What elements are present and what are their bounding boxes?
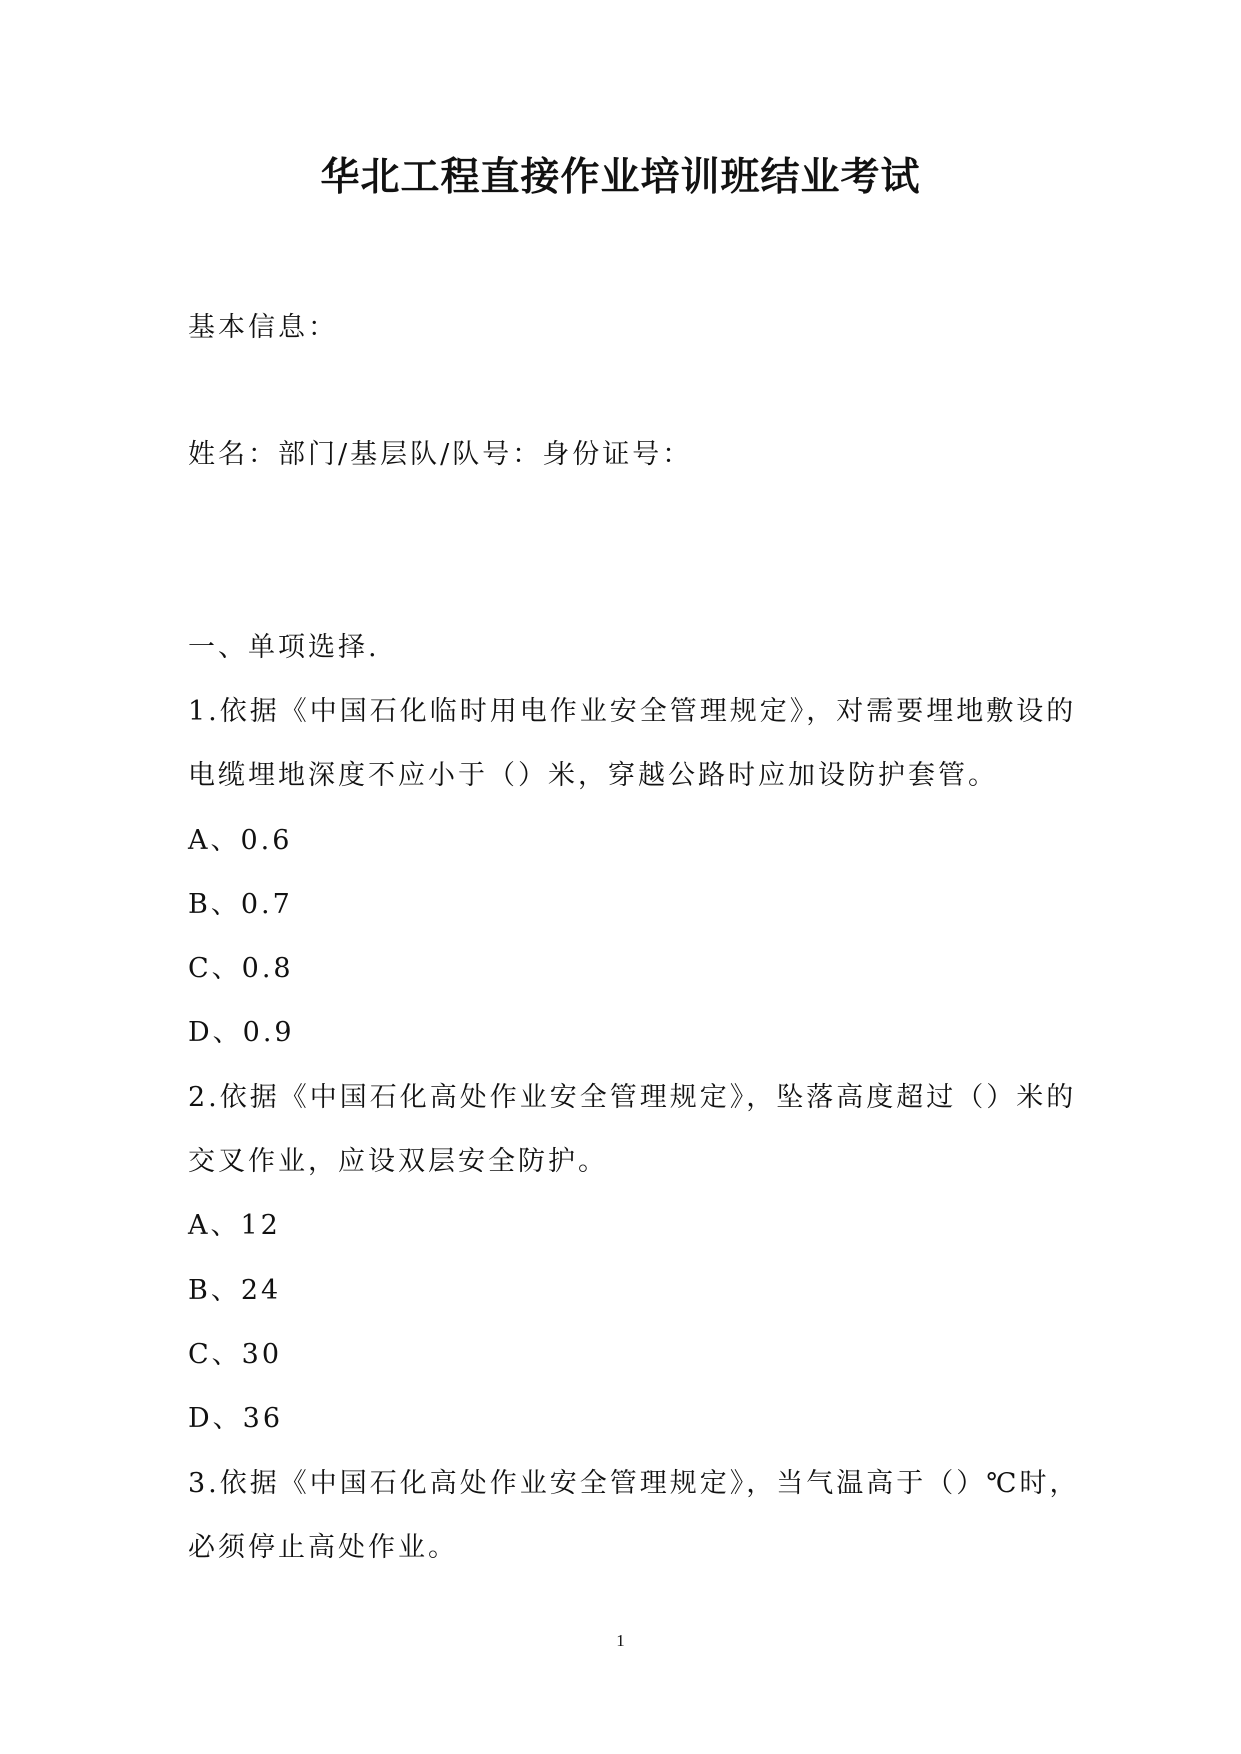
answer-option: C、30 bbox=[188, 1339, 283, 1370]
answer-option: D、36 bbox=[188, 1403, 284, 1434]
answer-option: B、0.7 bbox=[188, 889, 293, 920]
answer-option: D、0.9 bbox=[188, 1017, 295, 1048]
document-title: 华北工程直接作业培训班结业考试 bbox=[320, 155, 921, 200]
question-stem-line: 交叉作业，应设双层安全防护。 bbox=[188, 1146, 608, 1177]
answer-option: A、12 bbox=[188, 1210, 281, 1241]
question-stem-line: 2.依据《中国石化高处作业安全管理规定》，坠落高度超过（）米的 bbox=[188, 1082, 1077, 1113]
answer-option: B、24 bbox=[188, 1275, 282, 1306]
section-heading: 一、单项选择. bbox=[188, 632, 380, 663]
question-stem-line: 必须停止高处作业。 bbox=[188, 1532, 458, 1563]
question-stem-line: 1.依据《中国石化临时用电作业安全管理规定》，对需要埋地敷设的 bbox=[188, 696, 1077, 727]
question-stem-line: 电缆埋地深度不应小于（）米，穿越公路时应加设防护套管。 bbox=[188, 760, 998, 791]
basic-info-label: 基本信息： bbox=[188, 312, 338, 343]
fields-line: 姓名：部门/基层队/队号：身份证号： bbox=[188, 439, 693, 470]
page-number: 1 bbox=[616, 1631, 625, 1650]
answer-option: A、0.6 bbox=[188, 825, 293, 856]
answer-option: C、0.8 bbox=[188, 953, 294, 984]
question-stem-line: 3.依据《中国石化高处作业安全管理规定》，当气温高于（）℃时， bbox=[188, 1468, 1080, 1499]
